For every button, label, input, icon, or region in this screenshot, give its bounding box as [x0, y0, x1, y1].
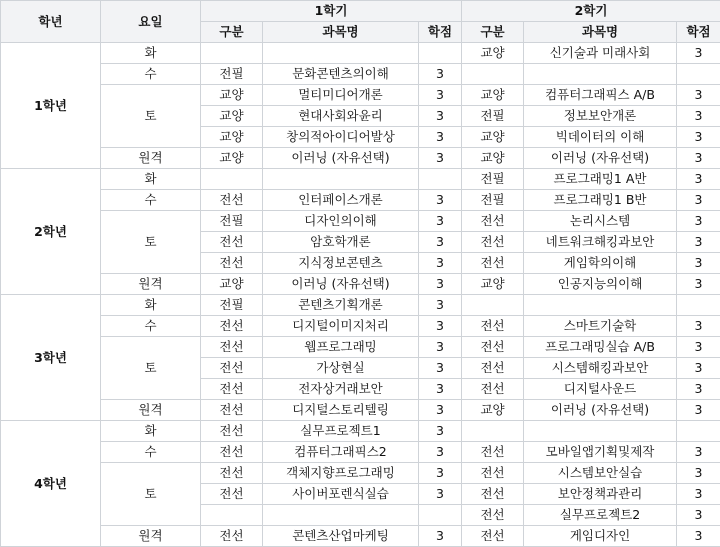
day-cell: 수 — [101, 316, 201, 337]
credit-cell: 3 — [419, 337, 462, 358]
type-cell: 전선 — [462, 358, 524, 379]
grade-cell: 3학년 — [1, 295, 101, 421]
credit-cell: 3 — [419, 526, 462, 547]
credit-cell: 3 — [419, 211, 462, 232]
table-row — [1, 526, 720, 547]
type-cell: 전필 — [462, 106, 524, 127]
type-cell: 전선 — [201, 337, 263, 358]
credit-cell: 3 — [419, 484, 462, 505]
type-cell — [462, 295, 524, 316]
credit-cell: 3 — [677, 400, 720, 421]
type-cell: 전선 — [201, 316, 263, 337]
header-credit-1: 학점 — [419, 22, 462, 43]
type-cell: 전필 — [201, 211, 263, 232]
header-type-2: 구분 — [462, 22, 524, 43]
subject-cell — [263, 43, 419, 64]
day-cell: 화 — [101, 43, 201, 64]
type-cell: 전선 — [201, 442, 263, 463]
type-cell: 전선 — [201, 400, 263, 421]
credit-cell: 3 — [677, 337, 720, 358]
credit-cell: 3 — [677, 148, 720, 169]
subject-cell: 빅데이터의 이해 — [524, 127, 677, 148]
type-cell: 전선 — [462, 253, 524, 274]
subject-cell: 객체지향프로그래밍 — [263, 463, 419, 484]
table-row — [1, 316, 720, 337]
day-cell: 화 — [101, 421, 201, 442]
day-cell: 화 — [101, 295, 201, 316]
credit-cell: 3 — [677, 358, 720, 379]
type-cell: 전선 — [462, 526, 524, 547]
type-cell: 전선 — [462, 463, 524, 484]
credit-cell: 3 — [419, 253, 462, 274]
subject-cell: 컴퓨터그래픽스 A/B — [524, 85, 677, 106]
credit-cell: 3 — [677, 211, 720, 232]
type-cell: 전선 — [201, 232, 263, 253]
credit-cell: 3 — [677, 127, 720, 148]
credit-cell: 3 — [419, 421, 462, 442]
type-cell: 교양 — [201, 148, 263, 169]
credit-cell: 3 — [419, 85, 462, 106]
type-cell — [201, 505, 263, 526]
table-row — [1, 211, 720, 232]
subject-cell: 디지털스토리텔링 — [263, 400, 419, 421]
subject-cell: 디자인의이해 — [263, 211, 419, 232]
credit-cell: 3 — [677, 274, 720, 295]
type-cell: 전필 — [201, 295, 263, 316]
type-cell: 전선 — [462, 379, 524, 400]
header-credit-2: 학점 — [677, 22, 720, 43]
day-cell: 원격 — [101, 400, 201, 421]
credit-cell — [677, 64, 720, 85]
credit-cell: 3 — [419, 379, 462, 400]
grade-cell: 2학년 — [1, 169, 101, 295]
table-row — [1, 169, 720, 190]
credit-cell: 3 — [677, 442, 720, 463]
table-row — [1, 64, 720, 85]
table-row — [1, 421, 720, 442]
type-cell: 전선 — [201, 421, 263, 442]
subject-cell: 암호학개론 — [263, 232, 419, 253]
subject-cell — [524, 421, 677, 442]
subject-cell: 시스템보안실습 — [524, 463, 677, 484]
subject-cell: 프로그래밍1 A반 — [524, 169, 677, 190]
credit-cell: 3 — [677, 169, 720, 190]
table-row — [1, 85, 720, 106]
header-type-1: 구분 — [201, 22, 263, 43]
credit-cell: 3 — [677, 505, 720, 526]
type-cell — [201, 169, 263, 190]
credit-cell: 3 — [677, 379, 720, 400]
subject-cell: 디지털사운드 — [524, 379, 677, 400]
credit-cell — [419, 43, 462, 64]
subject-cell: 이러닝 (자유선택) — [524, 148, 677, 169]
credit-cell: 3 — [419, 190, 462, 211]
subject-cell: 스마트기술학 — [524, 316, 677, 337]
type-cell — [462, 64, 524, 85]
header-subject-2: 과목명 — [524, 22, 677, 43]
credit-cell: 3 — [677, 106, 720, 127]
subject-cell: 정보보안개론 — [524, 106, 677, 127]
subject-cell: 전자상거래보안 — [263, 379, 419, 400]
type-cell — [201, 43, 263, 64]
type-cell: 교양 — [462, 400, 524, 421]
type-cell: 교양 — [462, 148, 524, 169]
day-cell: 토 — [101, 211, 201, 274]
subject-cell: 웹프로그래밍 — [263, 337, 419, 358]
subject-cell: 시스템해킹과보안 — [524, 358, 677, 379]
type-cell: 전필 — [462, 190, 524, 211]
type-cell: 전선 — [462, 316, 524, 337]
credit-cell: 3 — [419, 400, 462, 421]
subject-cell: 실무프로젝트2 — [524, 505, 677, 526]
credit-cell: 3 — [419, 358, 462, 379]
type-cell: 교양 — [462, 43, 524, 64]
credit-cell: 3 — [419, 295, 462, 316]
type-cell: 교양 — [201, 274, 263, 295]
credit-cell: 3 — [419, 316, 462, 337]
day-cell: 원격 — [101, 274, 201, 295]
subject-cell: 컴퓨터그래픽스2 — [263, 442, 419, 463]
header-subject-1: 과목명 — [263, 22, 419, 43]
type-cell: 전선 — [462, 484, 524, 505]
subject-cell: 인공지능의이해 — [524, 274, 677, 295]
credit-cell: 3 — [677, 463, 720, 484]
table-row — [1, 400, 720, 421]
subject-cell: 사이버포렌식실습 — [263, 484, 419, 505]
credit-cell: 3 — [677, 190, 720, 211]
credit-cell: 3 — [419, 148, 462, 169]
credit-cell: 3 — [419, 463, 462, 484]
subject-cell: 프로그래밍1 B반 — [524, 190, 677, 211]
credit-cell: 3 — [677, 316, 720, 337]
subject-cell: 현대사회와윤리 — [263, 106, 419, 127]
subject-cell: 콘텐츠기획개론 — [263, 295, 419, 316]
credit-cell: 3 — [419, 64, 462, 85]
type-cell: 교양 — [462, 127, 524, 148]
table-row — [1, 190, 720, 211]
table-row — [1, 463, 720, 484]
table-row — [1, 295, 720, 316]
credit-cell — [419, 505, 462, 526]
credit-cell: 3 — [419, 442, 462, 463]
table-row — [1, 442, 720, 463]
credit-cell: 3 — [677, 253, 720, 274]
grade-cell: 1학년 — [1, 43, 101, 169]
type-cell: 전선 — [462, 232, 524, 253]
subject-cell — [263, 169, 419, 190]
credit-cell — [677, 421, 720, 442]
subject-cell: 창의적아이디어발상 — [263, 127, 419, 148]
subject-cell: 지식정보콘텐츠 — [263, 253, 419, 274]
subject-cell: 실무프로젝트1 — [263, 421, 419, 442]
type-cell: 전선 — [201, 484, 263, 505]
type-cell: 전선 — [201, 358, 263, 379]
type-cell: 교양 — [201, 106, 263, 127]
credit-cell: 3 — [677, 232, 720, 253]
subject-cell: 신기술과 미래사회 — [524, 43, 677, 64]
type-cell: 전선 — [201, 379, 263, 400]
subject-cell: 네트워크해킹과보안 — [524, 232, 677, 253]
subject-cell: 게임학의이해 — [524, 253, 677, 274]
subject-cell — [524, 295, 677, 316]
type-cell: 전선 — [201, 463, 263, 484]
day-cell: 원격 — [101, 148, 201, 169]
day-cell: 토 — [101, 337, 201, 400]
table-row — [1, 43, 720, 64]
credit-cell: 3 — [677, 526, 720, 547]
type-cell: 전선 — [201, 190, 263, 211]
day-cell: 토 — [101, 85, 201, 148]
day-cell: 토 — [101, 463, 201, 526]
subject-cell: 보안정책과관리 — [524, 484, 677, 505]
day-cell: 원격 — [101, 526, 201, 547]
type-cell: 전선 — [462, 337, 524, 358]
header-semester-2: 2학기 — [462, 1, 720, 22]
subject-cell: 이러닝 (자유선택) — [263, 274, 419, 295]
credit-cell — [419, 169, 462, 190]
subject-cell: 인터페이스개론 — [263, 190, 419, 211]
credit-cell: 3 — [677, 85, 720, 106]
subject-cell — [263, 505, 419, 526]
type-cell: 전선 — [201, 253, 263, 274]
subject-cell: 모바일앱기획및제작 — [524, 442, 677, 463]
subject-cell: 게임디자인 — [524, 526, 677, 547]
table-row — [1, 337, 720, 358]
type-cell: 교양 — [462, 85, 524, 106]
credit-cell: 3 — [419, 274, 462, 295]
subject-cell: 멀티미디어개론 — [263, 85, 419, 106]
type-cell: 전필 — [462, 169, 524, 190]
type-cell: 교양 — [201, 127, 263, 148]
subject-cell: 논리시스템 — [524, 211, 677, 232]
type-cell: 전선 — [462, 505, 524, 526]
day-cell: 수 — [101, 190, 201, 211]
credit-cell: 3 — [677, 43, 720, 64]
credit-cell: 3 — [419, 106, 462, 127]
credit-cell: 3 — [419, 127, 462, 148]
type-cell: 전필 — [201, 64, 263, 85]
grade-cell: 4학년 — [1, 421, 101, 547]
subject-cell: 디지털이미지처리 — [263, 316, 419, 337]
subject-cell: 가상현실 — [263, 358, 419, 379]
header-grade: 학년 — [1, 1, 101, 43]
header-semester-1: 1학기 — [201, 1, 462, 22]
table-body — [1, 43, 720, 547]
header-day: 요일 — [101, 1, 201, 43]
table-row — [1, 148, 720, 169]
credit-cell: 3 — [677, 484, 720, 505]
type-cell: 전선 — [201, 526, 263, 547]
subject-cell: 문화콘텐츠의이해 — [263, 64, 419, 85]
type-cell — [462, 421, 524, 442]
credit-cell: 3 — [419, 232, 462, 253]
day-cell: 수 — [101, 64, 201, 85]
subject-cell: 이러닝 (자유선택) — [263, 148, 419, 169]
subject-cell: 콘텐츠산업마케팅 — [263, 526, 419, 547]
day-cell: 화 — [101, 169, 201, 190]
table-row — [1, 274, 720, 295]
subject-cell: 이러닝 (자유선택) — [524, 400, 677, 421]
day-cell: 수 — [101, 442, 201, 463]
type-cell: 전선 — [462, 211, 524, 232]
subject-cell: 프로그래밍실습 A/B — [524, 337, 677, 358]
type-cell: 교양 — [201, 85, 263, 106]
type-cell: 교양 — [462, 274, 524, 295]
credit-cell — [677, 295, 720, 316]
type-cell: 전선 — [462, 442, 524, 463]
subject-cell — [524, 64, 677, 85]
